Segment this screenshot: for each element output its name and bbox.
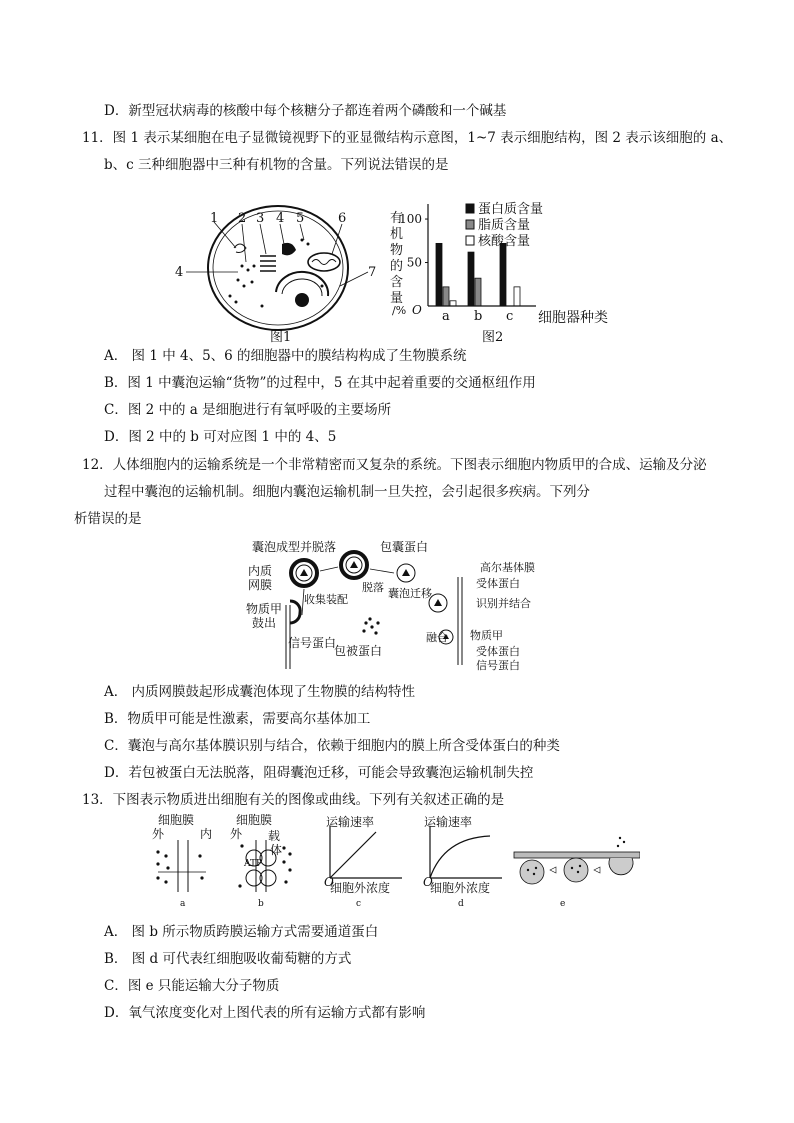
q12-stem-line2: 过程中囊泡的运输机制。细胞内囊泡运输机制一旦失控，会引起很多疾病。下列分: [104, 484, 590, 500]
fig-a-inside: 内: [200, 827, 213, 841]
q10-option-d: D．新型冠状病毒的核酸中每个核糖分子都连着两个磷酸和一个碱基: [104, 103, 507, 119]
chart-bar-a-2: [450, 301, 456, 306]
label-detach: 脱落: [362, 581, 384, 594]
label-receptor-protein-2: 受体蛋白: [476, 645, 520, 658]
label-substance-a: 物质甲: [246, 602, 283, 616]
label-er-1: 内质: [248, 564, 273, 578]
chart-bar-a-1: [443, 287, 449, 306]
chart-category-label: c: [506, 309, 514, 324]
chart-bar-c-2: [514, 287, 520, 306]
q12-option-a: A． 内质网膜鼓起形成囊泡体现了生物膜的结构特性: [104, 684, 416, 700]
chart-ylabel: [390, 211, 406, 317]
q11-stem-line2: b、c 三种细胞器中三种有机物的含量。下列说法错误的是: [104, 157, 449, 173]
chart-ylabel-char: 含: [390, 275, 404, 290]
fig-d-origin: O: [423, 875, 433, 889]
q12-option-d: D．若包被蛋白无法脱落，阻碍囊泡迁移，可能会导致囊泡运输机制失控: [104, 765, 534, 781]
fig-d-xlabel: 细胞外浓度: [430, 881, 491, 895]
label-fuse: 融合: [426, 631, 448, 644]
label-bud-out: 鼓出: [252, 616, 277, 630]
chart-ylabel-char: 物: [390, 243, 404, 258]
fig-a-membrane: 细胞膜: [158, 813, 195, 827]
label-recognize-bind: 识别并结合: [476, 597, 531, 610]
q13-transport-figures: [140, 812, 640, 912]
legend-swatch-lipid: [466, 220, 474, 229]
legend-swatch-nucleic: [466, 236, 474, 245]
fig-a-outside: 外: [152, 827, 165, 841]
q13-option-c: C．图 e 只能运输大分子物质: [104, 978, 280, 994]
legend-label-protein: 蛋白质含量: [478, 202, 544, 217]
q11-option-c: C．图 2 中的 a 是细胞进行有氧呼吸的主要场所: [104, 402, 392, 418]
fig2-caption: 图2: [482, 330, 504, 344]
fig-c-ylabel: 运输速率: [326, 815, 375, 829]
q12-option-c: C．囊泡与高尔基体膜识别与结合，依赖于细胞内的膜上所含受体蛋白的种类: [104, 738, 560, 754]
legend-swatch-protein: [466, 204, 474, 213]
q11-stem-line1: 11．图 1 表示某细胞在电子显微镜视野下的亚显微结构示意图，1~7 表示细胞结构，图 2 表示该细胞的 a、: [82, 130, 733, 146]
q12-vesicle-transport-diagram: [240, 535, 560, 675]
fig-b-membrane: 细胞膜: [236, 813, 273, 827]
fig-b-outside: 外: [230, 827, 243, 841]
q11-figure2-bar-chart: [378, 196, 628, 344]
chart-ylabel-char: 有: [390, 211, 404, 226]
label-er-2: 网膜: [248, 578, 273, 592]
chart-category-label: b: [474, 309, 483, 324]
q12-stem-line3: 析错误的是: [74, 511, 142, 527]
label-golgi-membrane: 高尔基体膜: [480, 561, 535, 574]
chart-y-tick-label: 50: [406, 255, 422, 270]
fig-b-carrier-1: 载: [268, 829, 281, 843]
chart-ylabel-unit: /%: [392, 304, 407, 317]
q11-figure1-cell-diagram: [172, 196, 382, 344]
q12-option-b: B．物质甲可能是性激素，需要高尔基体加工: [104, 711, 371, 727]
fig-a-caption: a: [180, 899, 186, 909]
chart-bar-c-0: [500, 243, 506, 306]
chart-ylabel-char: 量: [390, 291, 404, 306]
chart-category-label: a: [442, 309, 450, 324]
chart-origin: O: [412, 303, 422, 317]
label-substance-a-2: 物质甲: [470, 629, 503, 642]
chart-ylabel-char: 机: [390, 227, 404, 242]
label-signal-protein: 信号蛋白: [288, 636, 337, 650]
fig1-label-4-left: 4: [175, 265, 184, 280]
fig-c-xlabel: 细胞外浓度: [330, 881, 391, 895]
chart-y-tick-label: 100: [399, 212, 422, 227]
chart-xlabel: 细胞器种类: [538, 310, 608, 326]
label-assemble: 收集装配: [304, 593, 348, 606]
chart-bar-b-1: [475, 278, 481, 306]
q13-option-b: B． 图 d 可代表红细胞吸收葡萄糖的方式: [104, 951, 352, 967]
fig1-label-3: 3: [256, 211, 265, 226]
label-coat-protein: 包囊蛋白: [380, 540, 429, 554]
chart-bar-b-0: [468, 252, 474, 306]
fig1-label-7: 7: [368, 265, 377, 280]
fig1-label-4: 4: [276, 211, 285, 226]
fig-c-origin: O: [324, 875, 334, 889]
fig1-label-1: 1: [210, 211, 219, 226]
chart-legend: [466, 202, 543, 249]
fig1-label-6: 6: [338, 211, 347, 226]
fig1-label-2: 2: [238, 211, 247, 226]
label-signal-protein-2: 信号蛋白: [476, 659, 520, 672]
chart-ylabel-char: 的: [390, 259, 404, 274]
chart-bar-a-0: [436, 243, 442, 306]
label-vesicle-move: 囊泡迁移: [388, 587, 432, 600]
legend-label-lipid: 脂质含量: [478, 218, 531, 233]
label-budding: 囊泡成型并脱落: [252, 540, 337, 554]
q13-stem: 13．下图表示物质进出细胞有关的图像或曲线。下列有关叙述正确的是: [82, 792, 505, 808]
label-coated-protein: 包被蛋白: [334, 644, 383, 658]
fig-b-caption: b: [258, 899, 264, 909]
fig-d-ylabel: 运输速率: [424, 815, 473, 829]
label-receptor-protein: 受体蛋白: [476, 577, 520, 590]
q13-option-a: A． 图 b 所示物质跨膜运输方式需要通道蛋白: [104, 924, 379, 940]
q11-option-a: A． 图 1 中 4、5、6 的细胞器中的膜结构构成了生物膜系统: [104, 348, 467, 364]
legend-label-nucleic: 核酸含量: [478, 234, 531, 249]
fig-b-atp: ATP: [244, 859, 263, 869]
fig-d-caption: d: [458, 899, 464, 909]
q11-option-d: D．图 2 中的 b 可对应图 1 中的 4、5: [104, 429, 337, 445]
q12-stem-line1: 12．人体细胞内的运输系统是一个非常精密而又复杂的系统。下图表示细胞内物质甲的合成、运输及分泌: [82, 457, 707, 473]
q13-option-d: D．氧气浓度变化对上图代表的所有运输方式都有影响: [104, 1005, 426, 1021]
fig1-caption: 图1: [270, 330, 292, 344]
fig-b-carrier-2: 体: [270, 843, 283, 857]
fig1-label-5: 5: [296, 211, 305, 226]
fig-c-caption: c: [356, 899, 362, 909]
q11-option-b: B．图 1 中囊泡运输“货物”的过程中，5 在其中起着重要的交通枢纽作用: [104, 375, 536, 391]
fig-e-caption: e: [560, 899, 566, 909]
